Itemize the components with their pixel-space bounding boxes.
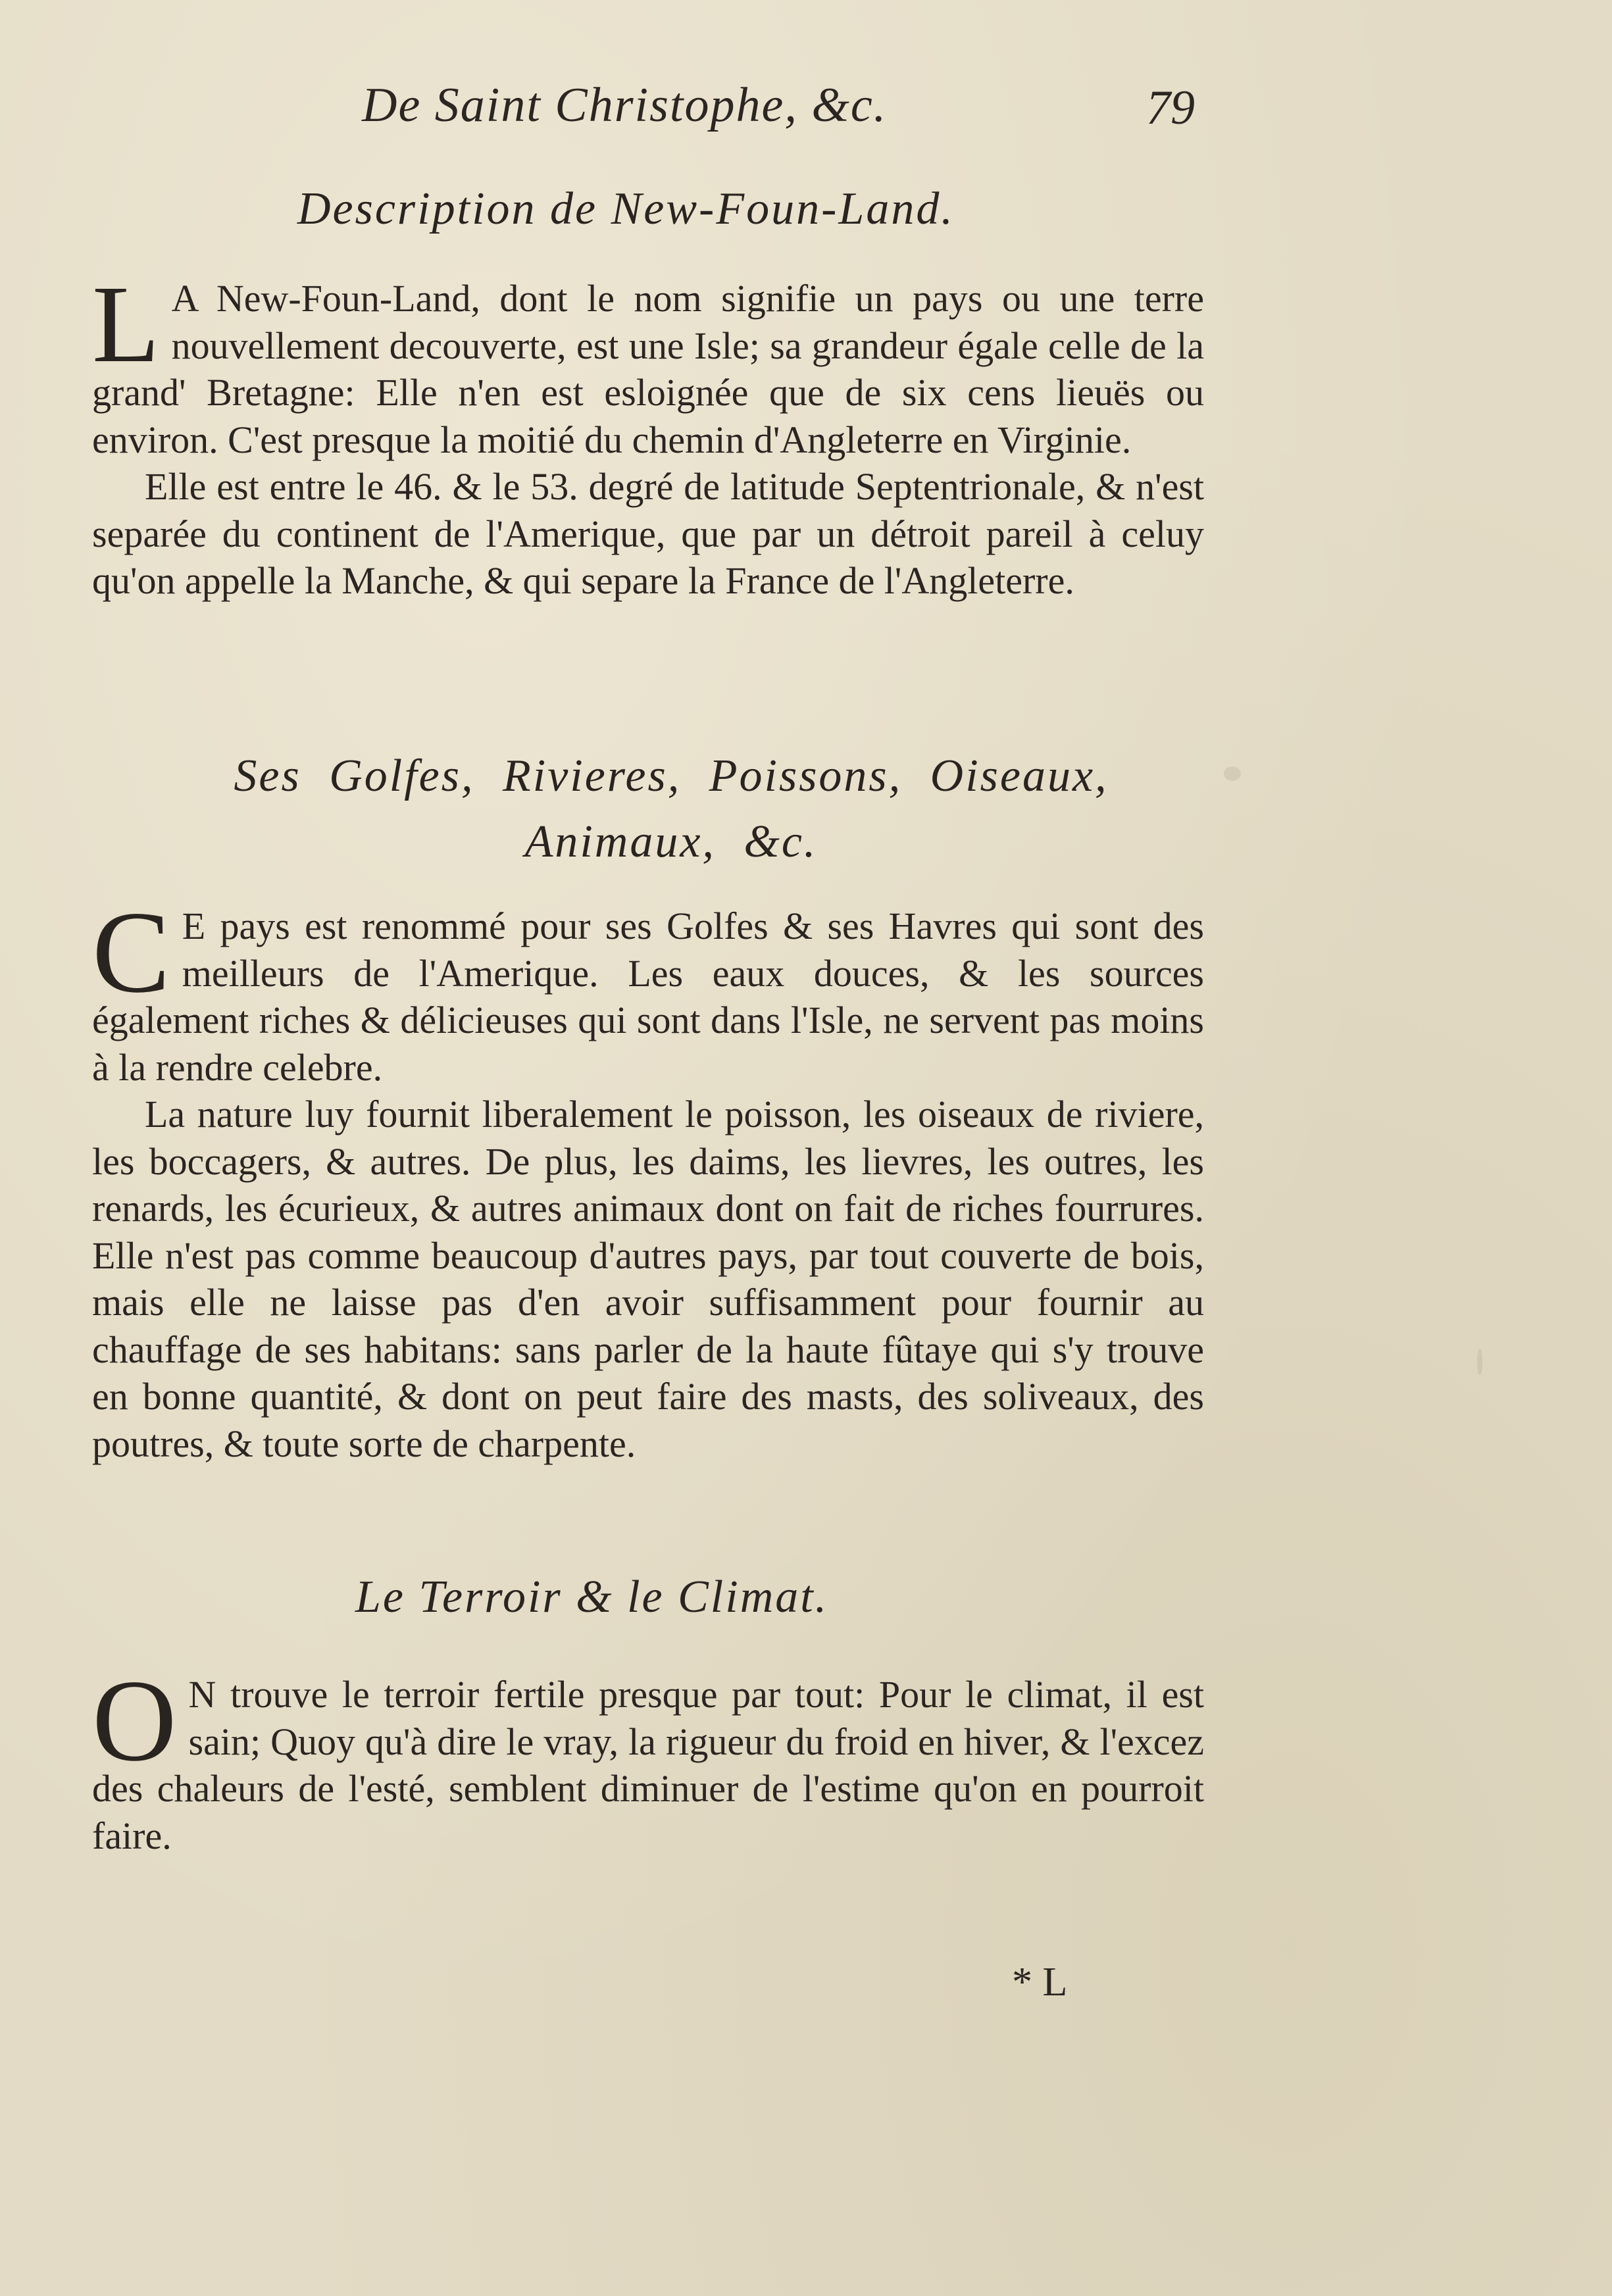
paragraph-text: A New-Foun-Land, dont le nom signifie un pays ou une terre nouvellement decouverte, est une Isle; sa grandeur égale celle de la grand' Bretagne: Elle n'en est esloignée que de six cens lieuës ou environ. C'est presque la moitié du chemin d'Angleterre en Virginie. xyxy=(92,277,1204,461)
section-body-terroir xyxy=(92,1655,1204,1859)
drop-cap: C xyxy=(92,887,170,1017)
paragraph-text: N trouve le terroir fertile presque par tout: Pour le climat, il est sain; Quoy qu'à dire le vray, la rigueur du froid en hiver, & l'excez des chaleurs de l'esté, semblent diminuer de l'estime qu'on en pourroit faire. xyxy=(92,1673,1204,1857)
section-heading-description: Description de New-Foun-Land. xyxy=(297,184,955,234)
section-body-golfes xyxy=(92,887,1204,1467)
paragraph xyxy=(92,263,1204,463)
section-heading-golfes xyxy=(112,743,1230,875)
paragraph: Elle est entre le 46. & le 53. degré de latitude Septentrionale, & n'est separée du continent de l'Amerique, que par un détroit pareil à celuy qu'on appelle la Manche, & qui separe la France de l'Angleterre. xyxy=(92,465,1204,602)
running-head: De Saint Christophe, &c. xyxy=(362,78,888,132)
heading-line: Ses Golfes, Rivieres, Poissons, Oiseaux, xyxy=(234,751,1109,801)
paper-mark xyxy=(1477,1349,1482,1375)
page-number: 79 xyxy=(1146,81,1195,135)
drop-cap: O xyxy=(92,1655,177,1785)
heading-line: Animaux, &c. xyxy=(524,816,818,867)
drop-cap: L xyxy=(92,263,160,386)
paragraph-text: E pays est renommé pour ses Golfes & ses Havres qui sont des meilleurs de l'Amerique. Les eaux douces, & les sources également riches & délicieuses qui sont dans l'Isle, ne servent pas moins à la rendre celebre. xyxy=(92,905,1204,1089)
section-heading-terroir: Le Terroir & le Climat. xyxy=(355,1572,829,1622)
section-body-description xyxy=(92,263,1204,605)
catchword: * L xyxy=(1012,1960,1068,2005)
paragraph xyxy=(92,887,1204,1091)
paragraph: La nature luy fournit liberalement le poisson, les oiseaux de riviere, les boccagers, & autres. De plus, les daims, les lievres, les outres, les renards, les écurieux, & autres animaux dont on fait de riches fourrures. Elle n'est pas comme beaucoup d'autres pays, par tout couverte de bois, mais elle ne laisse pas d'en avoir suffisamment pour fournir au chauffage de ses habitans: sans parler de la haute fûtaye qui s'y trouve en bonne quantité, & dont on peut faire des masts, des soliveaux, des poutres, & toute sorte de charpente. xyxy=(92,1093,1204,1465)
paragraph xyxy=(92,1655,1204,1859)
